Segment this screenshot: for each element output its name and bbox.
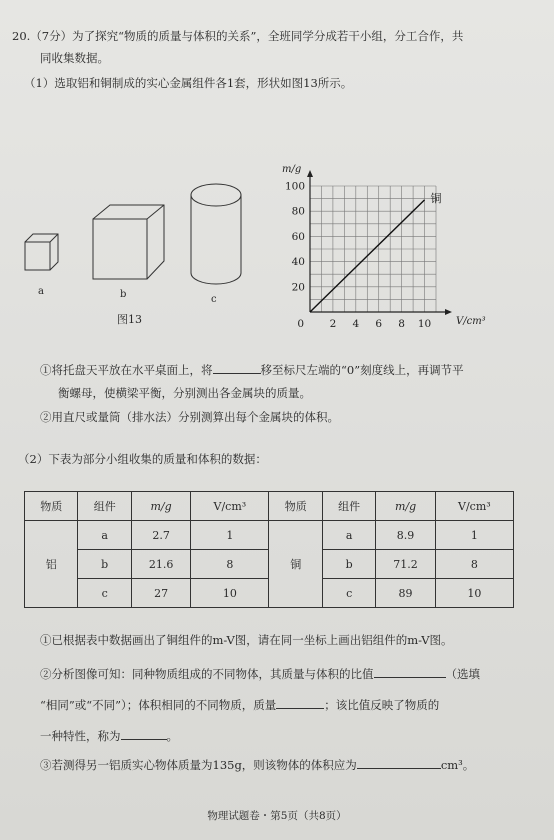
mv-chart xyxy=(270,155,510,335)
step2: ②用直尺或量筒（排水法）分别测算出每个金属块的体积。 xyxy=(40,410,339,424)
table-header-row xyxy=(25,492,514,521)
table-cell: 27 xyxy=(131,579,190,608)
origin-label: 0 xyxy=(297,318,304,330)
step1-text-a: ①将托盘天平放在水平桌面上，将 xyxy=(40,363,213,377)
question-2-line2 xyxy=(40,697,439,712)
data-table xyxy=(24,491,514,608)
blank-mass[interactable] xyxy=(276,697,324,709)
y-tick-label: 100 xyxy=(284,180,305,193)
table-cell: b xyxy=(322,550,375,579)
question-header-cont: 同收集数据。 xyxy=(40,51,109,65)
table-cell: 71.2 xyxy=(376,550,435,579)
blank-property[interactable] xyxy=(121,728,167,740)
x-tick-label: 4 xyxy=(352,318,360,330)
table-cell: b xyxy=(78,550,131,579)
y-tick-label: 20 xyxy=(291,281,305,294)
label-a: a xyxy=(38,286,44,297)
x-axis-arrow-icon xyxy=(445,309,452,315)
th-mass-left: m/g xyxy=(131,492,190,521)
y-axis-label: m/g xyxy=(282,164,302,175)
table-cell: a xyxy=(322,521,375,550)
y-tick-label: 40 xyxy=(291,256,305,269)
cell-material-copper: 铜 xyxy=(269,521,322,608)
cell-material-aluminum: 铝 xyxy=(25,521,78,608)
table-cell: a xyxy=(78,521,131,550)
page-footer: 物理试题卷・第5页（共8页） xyxy=(207,810,347,822)
table-row xyxy=(25,521,514,550)
q3-text-a: ③若测得另一铝质实心物体质量为135g，则该物体的体积应为 xyxy=(40,758,357,772)
series-label-copper: 铜 xyxy=(430,191,442,205)
question-2-line3 xyxy=(40,728,178,743)
question-1: ①已根据表中数据画出了铜组件的m-V图，请在同一坐标上画出铝组件的m-V图。 xyxy=(40,633,453,647)
question-header: 20.（7分）为了探究“物质的质量与体积的关系”，全班同学分成若干小组，分工合作，共 xyxy=(12,29,464,43)
y-tick-label: 60 xyxy=(291,230,305,243)
label-b: b xyxy=(120,289,127,300)
small-cube-icon xyxy=(25,234,58,270)
q2-text-c: “相同”或“不同”）；体积相同的不同物质，质量 xyxy=(40,698,277,712)
figure-caption: 图13 xyxy=(117,313,142,326)
table-cell: 8.9 xyxy=(376,521,435,550)
table-cell: 2.7 xyxy=(131,521,190,550)
table-cell: 10 xyxy=(435,579,513,608)
th-part-left: 组件 xyxy=(78,492,131,521)
th-part-right: 组件 xyxy=(322,492,375,521)
large-cube-icon xyxy=(93,205,164,279)
table-cell: 21.6 xyxy=(131,550,190,579)
step1-line1 xyxy=(40,362,464,377)
q2-text-b: （选填 xyxy=(445,667,480,681)
q3-text-b: cm³。 xyxy=(440,758,475,772)
q2-text-f: 。 xyxy=(166,729,178,743)
q2-text-d: ；该比值反映了物质的 xyxy=(324,698,440,712)
step1-line2: 衡螺母，使横梁平衡，分别测出各金属块的质量。 xyxy=(58,386,311,400)
y-axis-arrow-icon xyxy=(307,170,313,177)
table-cell: 1 xyxy=(191,521,269,550)
th-volume-right: V/cm³ xyxy=(435,492,513,521)
q2-text-e: 一种特性，称为 xyxy=(40,729,121,743)
table-cell: 89 xyxy=(376,579,435,608)
table-cell: 1 xyxy=(435,521,513,550)
part2-intro: （2）下表为部分小组收集的质量和体积的数据： xyxy=(18,452,267,466)
x-axis-label: V/cm³ xyxy=(456,316,486,327)
y-tick-label: 80 xyxy=(291,205,305,218)
th-material-right: 物质 xyxy=(269,492,322,521)
label-c: c xyxy=(211,294,217,305)
question-3 xyxy=(40,757,474,772)
th-material-left: 物质 xyxy=(25,492,78,521)
cylinder-icon xyxy=(191,184,241,284)
th-mass-right: m/g xyxy=(376,492,435,521)
x-tick-label: 2 xyxy=(329,318,337,330)
blank-ratio[interactable] xyxy=(374,666,446,678)
blank-step1[interactable] xyxy=(213,362,261,374)
x-tick-label: 8 xyxy=(398,318,405,330)
part1-intro: （1）选取铝和铜制成的实心金属组件各1套，形状如图13所示。 xyxy=(24,76,353,90)
table-cell: 8 xyxy=(191,550,269,579)
x-tick-label: 10 xyxy=(417,318,432,330)
table-cell: c xyxy=(78,579,131,608)
question-2-line1 xyxy=(40,666,480,681)
x-tick-label: 6 xyxy=(375,318,383,330)
th-volume-left: V/cm³ xyxy=(191,492,269,521)
step1-text-b: 移至标尺左端的“0”刻度线上，再调节平 xyxy=(260,363,464,377)
table-cell: 10 xyxy=(191,579,269,608)
table-cell: c xyxy=(322,579,375,608)
table-cell: 8 xyxy=(435,550,513,579)
q2-text-a: ②分析图像可知：同种物质组成的不同物体，其质量与体积的比值 xyxy=(40,667,374,681)
blank-volume[interactable] xyxy=(357,757,441,769)
